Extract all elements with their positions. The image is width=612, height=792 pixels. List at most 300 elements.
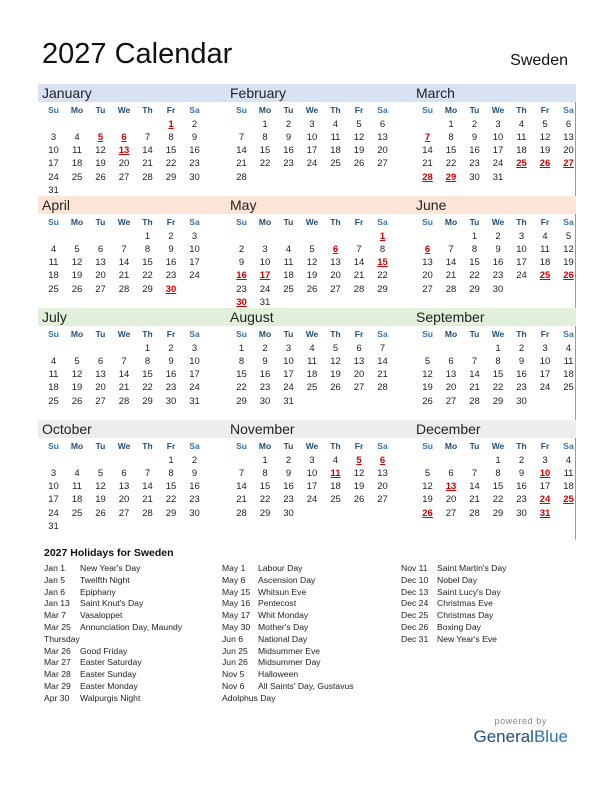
- calendar-date: 18: [283, 270, 294, 282]
- holiday-name-continuation: Adolphus Day: [222, 692, 276, 703]
- calendar-date: 13: [330, 257, 341, 269]
- calendar-date: 23: [259, 382, 271, 394]
- holiday-name: New Year's Day: [80, 563, 141, 573]
- weekday-header: Fr: [166, 329, 176, 339]
- calendar-date: 4: [565, 343, 572, 355]
- weekday-header: Sa: [189, 329, 200, 339]
- calendar-date: 2: [285, 455, 292, 467]
- calendar-date: 20: [330, 270, 341, 282]
- calendar-date: 9: [518, 468, 525, 480]
- calendar-date: 16: [189, 481, 200, 493]
- weekday-header: Fr: [540, 441, 550, 451]
- calendar-date: 21: [377, 369, 388, 381]
- calendar-date: 22: [165, 494, 177, 506]
- weekday-header: We: [117, 329, 131, 339]
- calendar-date: 11: [563, 468, 574, 480]
- calendar-date: 11: [72, 145, 82, 157]
- calendar-date: 14: [469, 369, 480, 381]
- weekday-header: Tu: [283, 441, 294, 451]
- holiday-date-label: May 17: [222, 610, 251, 621]
- calendar-date: 7: [448, 244, 454, 256]
- calendar-date: 5: [424, 356, 431, 368]
- calendar-date: 20: [422, 270, 433, 282]
- calendar-date: 8: [168, 132, 174, 144]
- holiday-name: Midsummer Eve: [258, 645, 321, 656]
- month-block: [226, 84, 404, 198]
- calendar-date: 3: [542, 343, 548, 355]
- holiday-date: 30: [165, 283, 177, 295]
- holiday-item: [44, 657, 182, 669]
- calendar-date: 13: [95, 257, 106, 269]
- calendar-date: 19: [71, 270, 83, 282]
- weekday-header: We: [491, 441, 505, 451]
- weekday-header: Tu: [469, 441, 480, 451]
- calendar-date: 14: [236, 145, 247, 157]
- calendar-date: 21: [236, 494, 247, 506]
- calendar-date: 8: [379, 244, 386, 256]
- calendar-date: 4: [285, 244, 292, 256]
- calendar-date: 14: [142, 145, 153, 157]
- calendar-date: 12: [306, 257, 318, 269]
- weekday-header: Fr: [354, 441, 364, 451]
- calendar-date: 14: [236, 481, 247, 493]
- calendar-date: 28: [236, 507, 247, 519]
- holiday-date: 13: [445, 481, 457, 493]
- calendar-date: 24: [283, 382, 294, 394]
- calendar-date: 26: [353, 158, 365, 170]
- holiday-item: [401, 598, 506, 610]
- holiday-item: [222, 646, 354, 658]
- holiday-date-label: May 30: [222, 621, 251, 632]
- holiday-date: 25: [539, 270, 551, 282]
- calendar-date: 11: [563, 356, 574, 368]
- holiday-date-label: Nov 11: [401, 563, 428, 573]
- holiday-date: 5: [97, 132, 104, 144]
- calendar-date: 1: [262, 119, 268, 131]
- weekday-header: Sa: [377, 441, 388, 451]
- calendar-date: 14: [118, 257, 130, 269]
- calendar-date: 5: [565, 231, 572, 243]
- month-block: [412, 420, 590, 534]
- weekday-header: Su: [422, 217, 433, 227]
- weekday-header: Fr: [540, 217, 550, 227]
- calendar-date: 27: [377, 494, 388, 506]
- weekday-header: Sa: [563, 329, 574, 339]
- calendar-date: 9: [471, 132, 478, 144]
- holiday-date-label: Jun 26: [222, 657, 248, 668]
- calendar-date: 28: [469, 507, 480, 519]
- calendar-date: 26: [306, 283, 318, 295]
- calendar-date: 7: [121, 244, 127, 256]
- weekday-header: Mo: [70, 217, 84, 227]
- holiday-date: 6: [379, 455, 386, 467]
- month-row: [38, 196, 576, 310]
- holiday-name: Twelfth Night: [80, 574, 130, 585]
- calendar-date: 4: [332, 119, 339, 131]
- calendar-date: 23: [189, 158, 200, 170]
- holiday-date: 6: [121, 132, 127, 144]
- calendar-date: 4: [518, 119, 525, 131]
- calendar-date: 1: [448, 119, 454, 131]
- calendar-date: 27: [95, 283, 106, 295]
- calendar-date: 22: [377, 270, 388, 282]
- calendar-date: 16: [492, 257, 504, 269]
- holiday-date: 25: [563, 494, 574, 506]
- calendar-date: 15: [142, 369, 153, 381]
- weekday-header: We: [117, 105, 131, 115]
- calendar-date: 31: [48, 520, 59, 532]
- calendar-date: 20: [377, 481, 388, 493]
- weekday-header: Th: [516, 217, 527, 227]
- calendar-date: 14: [469, 481, 480, 493]
- weekday-header: Su: [422, 105, 433, 115]
- holiday-name: Easter Monday: [80, 680, 138, 691]
- calendar-date: 16: [516, 481, 527, 493]
- weekday-header: Th: [142, 441, 153, 451]
- calendar-date: 11: [330, 132, 341, 144]
- calendar-date: 20: [377, 145, 388, 157]
- calendar-date: 2: [238, 244, 245, 256]
- calendar-date: 15: [165, 145, 177, 157]
- holiday-date: 7: [424, 132, 431, 144]
- weekday-header: We: [305, 105, 319, 115]
- calendar-date: 28: [142, 507, 153, 519]
- calendar-date: 10: [189, 244, 200, 256]
- month-name: October: [42, 421, 92, 437]
- calendar-date: 8: [144, 244, 151, 256]
- months-grid: [38, 84, 576, 540]
- weekday-header: Su: [236, 105, 247, 115]
- calendar-date: 22: [142, 270, 153, 282]
- calendar-date: 4: [309, 343, 315, 355]
- calendar-date: 9: [495, 244, 501, 256]
- calendar-date: 2: [495, 231, 501, 243]
- calendar-date: 4: [542, 231, 548, 243]
- calendar-date: 9: [191, 468, 198, 480]
- calendar-date: 4: [50, 356, 57, 368]
- calendar-date: 2: [262, 343, 268, 355]
- calendar-date: 27: [353, 382, 365, 394]
- holiday-name: Christmas Day: [437, 610, 494, 621]
- calendar-date: 19: [422, 494, 433, 506]
- weekday-header: Mo: [258, 217, 272, 227]
- calendar-date: 8: [471, 244, 478, 256]
- month-name: July: [42, 309, 67, 325]
- weekday-header: Tu: [469, 217, 480, 227]
- calendar-date: 12: [422, 481, 433, 493]
- holiday-date: 30: [236, 296, 247, 308]
- weekday-header: Fr: [540, 329, 550, 339]
- calendar-date: 26: [330, 382, 341, 394]
- holiday-date-label: Jan 5: [44, 574, 66, 585]
- calendar-date: 10: [189, 356, 200, 368]
- calendar-date: 18: [306, 369, 318, 381]
- weekday-header: Sa: [377, 329, 388, 339]
- calendar-date: 2: [285, 119, 292, 131]
- calendar-date: 30: [189, 507, 200, 519]
- calendar-date: 5: [542, 119, 548, 131]
- calendar-date: 29: [469, 283, 480, 295]
- calendar-date: 6: [356, 343, 362, 355]
- holiday-item: [401, 575, 506, 587]
- calendar-date: 23: [283, 494, 294, 506]
- calendar-date: 4: [74, 132, 80, 144]
- calendar-date: 19: [330, 369, 341, 381]
- calendar-date: 21: [422, 158, 433, 170]
- calendar-date: 17: [539, 369, 551, 381]
- holiday-name: Walpurgis Night: [80, 692, 141, 703]
- holiday-item: [222, 598, 354, 610]
- calendar-date: 24: [516, 270, 527, 282]
- calendar-date: 6: [121, 468, 127, 480]
- calendar-date: 24: [259, 283, 271, 295]
- calendar-date: 16: [516, 369, 527, 381]
- calendar-date: 4: [565, 455, 572, 467]
- weekday-header: We: [491, 217, 505, 227]
- weekday-header: Mo: [70, 105, 84, 115]
- month-row: [38, 308, 576, 422]
- calendar-date: 8: [238, 356, 245, 368]
- calendar-date: 13: [118, 481, 130, 493]
- calendar-date: 14: [377, 356, 388, 368]
- holiday-date-label: Jan 13: [44, 598, 70, 609]
- holiday-date: 6: [332, 244, 339, 256]
- calendar-date: 4: [50, 244, 57, 256]
- calendar-date: 5: [74, 244, 80, 256]
- calendar-date: 16: [283, 481, 294, 493]
- holiday-name: Easter Saturday: [80, 657, 142, 668]
- month-name: March: [416, 85, 455, 101]
- holiday-name: Good Friday: [80, 645, 128, 656]
- calendar-date: 29: [236, 395, 247, 407]
- month-name: December: [416, 421, 481, 437]
- holiday-item: [44, 693, 182, 705]
- weekday-header: Sa: [377, 217, 388, 227]
- calendar-date: 8: [448, 132, 454, 144]
- calendar-date: 13: [563, 132, 574, 144]
- calendar-date: 27: [118, 507, 130, 519]
- weekday-header: Mo: [444, 105, 458, 115]
- holiday-item: [222, 575, 354, 587]
- weekday-header: We: [491, 105, 505, 115]
- calendar-date: 23: [516, 382, 527, 394]
- calendar-date: 11: [540, 244, 550, 256]
- weekday-header: Su: [48, 329, 59, 339]
- calendar-date: 18: [563, 481, 574, 493]
- calendar-date: 15: [142, 257, 153, 269]
- holiday-date-label: Mar 27: [44, 657, 71, 668]
- holiday-date: 6: [424, 244, 431, 256]
- weekday-header: We: [305, 329, 319, 339]
- holiday-date: 25: [516, 158, 527, 170]
- calendar-date: 1: [471, 231, 478, 243]
- calendar-date: 5: [74, 356, 80, 368]
- calendar-date: 23: [236, 283, 247, 295]
- calendar-date: 22: [259, 494, 271, 506]
- calendar-date: 22: [469, 270, 480, 282]
- calendar-date: 25: [330, 158, 341, 170]
- month-name: August: [230, 309, 274, 325]
- calendar-date: 10: [539, 356, 551, 368]
- calendar-date: 28: [118, 395, 130, 407]
- weekday-header: We: [305, 441, 319, 451]
- weekday-header: We: [117, 441, 131, 451]
- holiday-date: 1: [168, 119, 174, 131]
- calendar-date: 17: [48, 494, 59, 506]
- holiday-name: Vasaloppet: [80, 610, 123, 621]
- calendar-date: 17: [189, 257, 200, 269]
- calendar-date: 12: [353, 132, 365, 144]
- calendar-date: 5: [332, 343, 339, 355]
- calendar-date: 25: [48, 283, 59, 295]
- calendar-date: 9: [285, 468, 292, 480]
- holiday-name: Easter Sunday: [80, 669, 137, 680]
- weekday-header: Su: [48, 105, 59, 115]
- holiday-item: [222, 681, 354, 693]
- calendar-date: 3: [50, 468, 57, 480]
- holiday-date-label: Dec 10: [401, 574, 429, 585]
- calendar-date: 11: [48, 257, 59, 269]
- calendar-date: 25: [71, 171, 83, 183]
- calendar-date: 23: [283, 158, 294, 170]
- weekday-header: Mo: [444, 441, 458, 451]
- holiday-name: Annunciation Day, Maundy: [80, 621, 183, 632]
- holiday-item: [222, 634, 354, 646]
- weekday-header: Su: [422, 441, 433, 451]
- holiday-date: 26: [539, 158, 551, 170]
- calendar-date: 17: [48, 158, 59, 170]
- calendar-date: 12: [422, 369, 433, 381]
- calendar-date: 30: [492, 283, 504, 295]
- calendar-date: 21: [469, 382, 480, 394]
- calendar-date: 19: [71, 382, 83, 394]
- calendar-date: 10: [516, 244, 527, 256]
- holiday-date-label: Mar 29: [44, 680, 71, 691]
- holiday-name-continuation: Thursday: [44, 633, 80, 644]
- calendar-date: 26: [95, 171, 106, 183]
- holiday-name: All Saints' Day, Gustavus: [258, 680, 354, 691]
- calendar-date: 16: [469, 145, 480, 157]
- holiday-date: 26: [563, 270, 574, 282]
- calendar-date: 29: [492, 507, 504, 519]
- calendar-date: 3: [495, 119, 501, 131]
- calendar-date: 21: [236, 158, 247, 170]
- calendar-date: 14: [422, 145, 433, 157]
- weekday-header: We: [117, 217, 131, 227]
- holiday-date-label: Jun 25: [222, 645, 248, 656]
- weekday-header: Th: [516, 441, 527, 451]
- holiday-name: New Year's Eve: [437, 633, 497, 644]
- calendar-date: 25: [283, 283, 294, 295]
- calendar-date: 9: [285, 132, 292, 144]
- calendar-date: 3: [262, 244, 268, 256]
- calendar-date: 15: [165, 481, 177, 493]
- calendar-date: 28: [142, 171, 153, 183]
- calendar-date: 6: [448, 468, 454, 480]
- month-name: November: [230, 421, 295, 437]
- holiday-date: 27: [563, 158, 574, 170]
- weekday-header: Sa: [189, 217, 200, 227]
- calendar-date: 2: [518, 343, 525, 355]
- calendar-date: 3: [285, 343, 292, 355]
- calendar-date: 12: [330, 356, 341, 368]
- holiday-date-label: Mar 7: [44, 610, 66, 621]
- holiday-item: [401, 610, 506, 622]
- calendar-date: 25: [563, 382, 574, 394]
- holiday-item: [44, 681, 182, 693]
- calendar-date: 4: [74, 468, 80, 480]
- calendar-date: 9: [262, 356, 268, 368]
- calendar-date: 30: [516, 507, 527, 519]
- calendar-date: 1: [238, 343, 245, 355]
- calendar-date: 8: [144, 356, 151, 368]
- holiday-item: [222, 657, 354, 669]
- weekday-header: Sa: [189, 441, 200, 451]
- calendar-date: 12: [539, 132, 551, 144]
- holiday-name: Midsummer Day: [258, 657, 321, 668]
- holiday-date-label: May 6: [222, 574, 246, 585]
- holiday-date-label: Jan 6: [44, 586, 66, 597]
- weekday-header: Sa: [563, 105, 574, 115]
- calendar-date: 8: [262, 132, 268, 144]
- calendar-date: 14: [445, 257, 457, 269]
- calendar-date: 22: [492, 494, 504, 506]
- weekday-header: Fr: [354, 217, 364, 227]
- weekday-header: Su: [422, 329, 433, 339]
- calendar-date: 21: [118, 270, 130, 282]
- holiday-date: 28: [422, 171, 433, 183]
- holiday-item: [222, 610, 354, 622]
- calendar-date: 23: [469, 158, 480, 170]
- calendar-date: 8: [168, 468, 174, 480]
- holiday-item: [401, 622, 506, 634]
- calendar-date: 1: [495, 343, 501, 355]
- calendar-date: 31: [492, 171, 504, 183]
- month-block: [38, 196, 216, 310]
- calendar-date: 1: [144, 343, 151, 355]
- weekday-header: Fr: [540, 105, 550, 115]
- calendar-date: 2: [168, 343, 174, 355]
- calendar-date: 3: [542, 455, 548, 467]
- calendar-date: 20: [445, 382, 457, 394]
- calendar-date: 31: [189, 395, 200, 407]
- holiday-date: 17: [259, 270, 271, 282]
- calendar-date: 19: [306, 270, 318, 282]
- weekday-header: Fr: [354, 329, 364, 339]
- calendar-date: 21: [445, 270, 457, 282]
- powered-by-text: powered by: [494, 716, 547, 726]
- calendar-date: 17: [516, 257, 527, 269]
- calendar-date: 20: [445, 494, 457, 506]
- calendar-date: 10: [48, 481, 59, 493]
- calendar-date: 30: [516, 395, 527, 407]
- holiday-item: [44, 646, 182, 658]
- calendar-date: 20: [95, 270, 106, 282]
- calendar-date: 29: [142, 395, 153, 407]
- weekday-header: Th: [516, 105, 527, 115]
- calendar-date: 18: [71, 158, 83, 170]
- calendar-date: 3: [191, 343, 198, 355]
- holiday-date-label: May 16: [222, 598, 251, 609]
- holiday-column: [401, 563, 506, 646]
- month-name: September: [416, 309, 485, 325]
- holiday-name: Whitsun Eve: [258, 586, 307, 597]
- calendar-date: 11: [48, 369, 59, 381]
- calendar-date: 7: [238, 132, 245, 144]
- calendar-date: 27: [445, 507, 457, 519]
- holiday-name: Halloween: [258, 669, 299, 680]
- calendar-date: 29: [165, 507, 177, 519]
